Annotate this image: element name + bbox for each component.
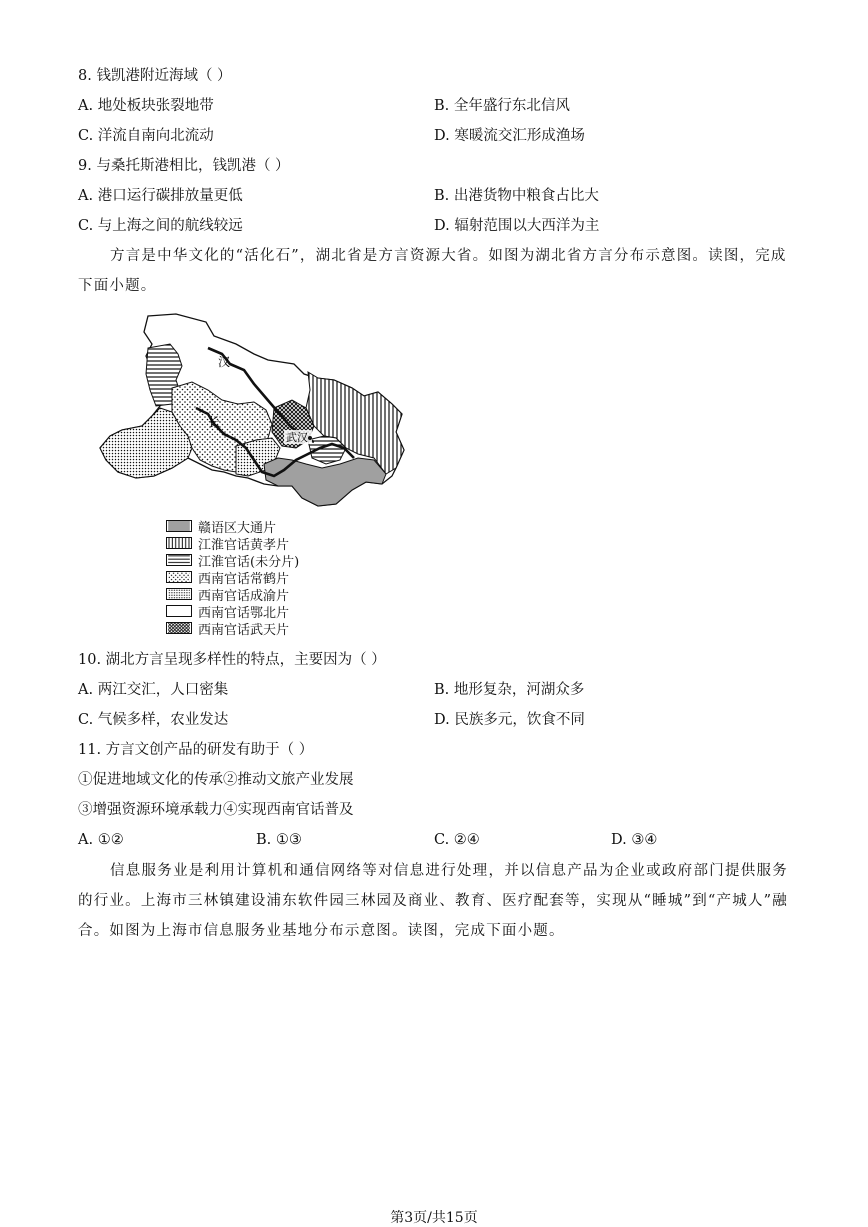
q8-option-c: C. 洋流自南向北流动 (78, 128, 214, 144)
legend-swatch-crosshatch (166, 622, 192, 634)
legend-item-wutian (166, 620, 289, 636)
legend-item-ebei (166, 603, 289, 619)
q9-stem: 9. 与桑托斯港相比，钱凯港（ ） (78, 158, 290, 174)
legend-item-chengyu (166, 586, 289, 602)
page-footer: 第3页/共15页 (390, 1210, 478, 1226)
legend-label: 西南官话常鹤片 (198, 571, 290, 587)
legend-swatch-horizontal (166, 554, 192, 566)
q11-item-line1: ①促进地域文化的传承②推动文旅产业发展 (78, 772, 354, 788)
map-label-han: 汉 (218, 355, 231, 369)
q8-option-a: A. 地处板块张裂地带 (78, 98, 214, 114)
shanghai-intro-paragraph: 信息服务业是利用计算机和通信网络等对信息进行处理，并以信息产品为企业或政府部门提供服务的行业。上海市三林镇建设浦东软件园三林园及商业、教育、医疗配套等，实现从“睡城”到“产城人”融合。如图为上海市信息服务业基地分布示意图。读图，完成下面小题。 (78, 863, 788, 939)
q10-option-a: A. 两江交汇，人口密集 (78, 682, 229, 698)
q9-option-a: A. 港口运行碳排放量更低 (78, 188, 243, 204)
legend-label: 西南官话武天片 (198, 622, 290, 638)
legend-item-huangxiao (166, 535, 289, 551)
legend-item-changhe (166, 569, 289, 585)
q8-stem: 8. 钱凯港附近海域（ ） (78, 68, 232, 84)
legend-label: 西南官话成渝片 (198, 588, 290, 604)
legend-swatch-blank (166, 605, 192, 617)
q11-option-d: D. ③④ (611, 832, 658, 848)
q10-stem: 10. 湖北方言呈现多样性的特点，主要因为（ ） (78, 652, 386, 668)
hubei-intro-line2: 下面小题。 (78, 278, 157, 294)
q9-option-d: D. 辐射范围以大西洋为主 (434, 218, 600, 234)
hubei-intro-line1: 方言是中华文化的“活化石”，湖北省是方言资源大省。如图为湖北省方言分布示意图。读图，完成 (110, 248, 787, 264)
legend-swatch-sparse-dots (166, 571, 192, 583)
q10-option-d: D. 民族多元，饮食不同 (434, 712, 585, 728)
q11-option-a: A. ①② (78, 832, 124, 848)
q9-option-b: B. 出港货物中粮食占比大 (434, 188, 599, 204)
q10-option-b: B. 地形复杂，河湖众多 (434, 682, 585, 698)
legend-swatch-gray (166, 520, 192, 532)
legend-label: 西南官话鄂北片 (198, 605, 290, 621)
legend-item-gan (166, 518, 276, 534)
legend-label: 赣语区大通片 (198, 520, 277, 536)
q8-option-b: B. 全年盛行东北信风 (434, 98, 570, 114)
q9-option-c: C. 与上海之间的航线较远 (78, 218, 243, 234)
legend-swatch-dense-dots (166, 588, 192, 600)
hubei-dialect-map (96, 308, 414, 514)
map-label-wuhan: 武汉 (286, 431, 308, 444)
wuhan-marker-icon (308, 436, 312, 440)
q11-option-c: C. ②④ (434, 832, 480, 848)
q11-option-b: B. ①③ (256, 832, 302, 848)
legend-label: 江淮官话(未分片) (198, 554, 300, 570)
legend-item-jianghuai (166, 552, 299, 568)
q11-item-line2: ③增强资源环境承载力④实现西南官话普及 (78, 802, 354, 818)
legend-label: 江淮官话黄孝片 (198, 537, 290, 553)
map-label-jiang: 长 (208, 415, 221, 429)
q11-stem: 11. 方言文创产品的研发有助于（ ） (78, 742, 314, 758)
q8-option-d: D. 寒暖流交汇形成渔场 (434, 128, 585, 144)
legend-swatch-vertical (166, 537, 192, 549)
q10-option-c: C. 气候多样，农业发达 (78, 712, 229, 728)
